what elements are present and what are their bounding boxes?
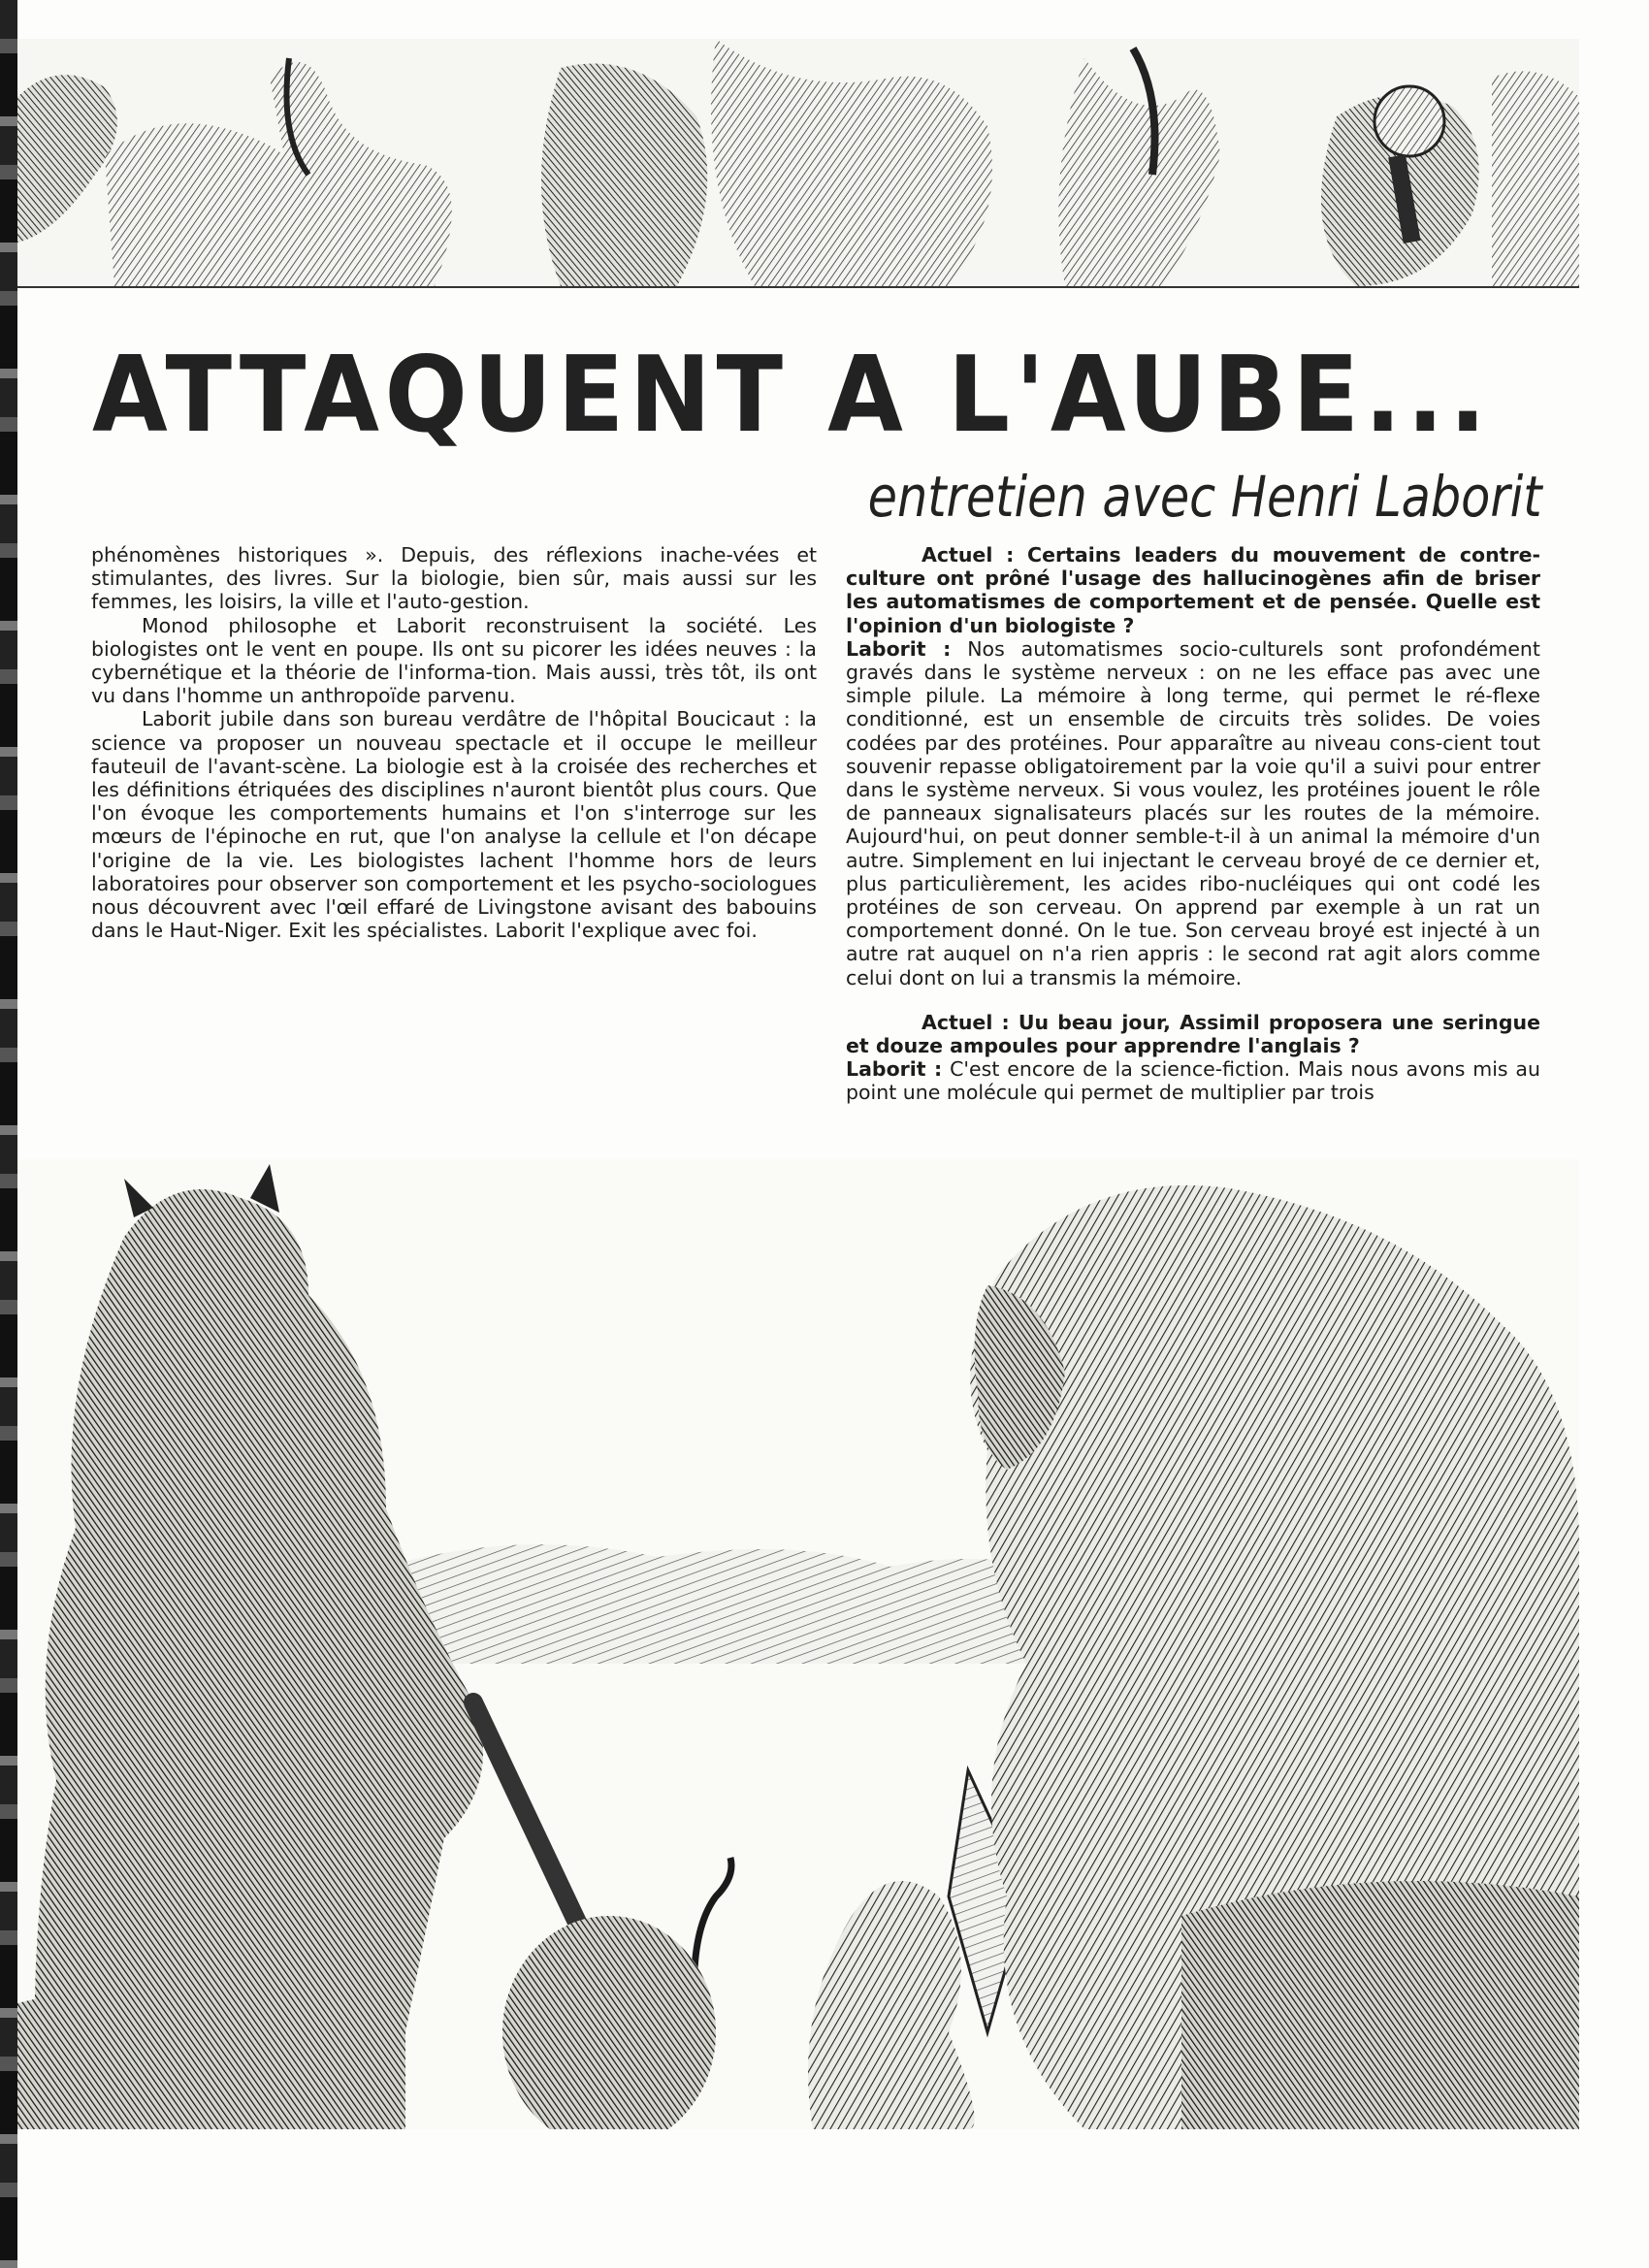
left-paragraph-3: Laborit jubile dans son bureau verdâtre de l'hôpital Boucicaut : la science va proposer un nouveau spectacle et il occupe le meilleur fauteuil de l'avant-scène. La biologie est à la croisée des recherches et les définitions étriquées des disciplines n'auront bientôt plus cours. Que l'on évoque les comportements humains et l'on s'interroge sur les mœurs de l'épinoche en rut, que l'on analyse la cellule et l'on décape l'origine de la vie. Les biologistes lachent l'homme hors de leurs laboratoires pour observer son comportement et les psycho-sociologues nous découvrent avec l'œil effaré de Livingstone avisant des babouins dans le Haut-Niger. Exit les spécialistes. Laborit l'explique avec foi.	[91, 707, 817, 943]
question-2: Actuel : Uu beau jour, Assimil proposera une seringue et douze ampoules pour apprendre l'anglais ?	[846, 1010, 1540, 1058]
right-text-column	[846, 543, 1540, 1105]
scan-edge-shadow	[0, 0, 17, 2268]
article-headline: ATTAQUENT A L'AUBE...	[92, 335, 1492, 456]
left-paragraph-1: phénomènes historiques ». Depuis, des réflexions inache-vées et stimulantes, des livres. Sur la biologie, bien sûr, mais aussi sur les femmes, les loisirs, la ville et l'auto-gestion.	[91, 543, 817, 614]
top-engraving-illustration	[17, 39, 1579, 288]
answer-1-speaker: Laborit :	[846, 636, 952, 661]
left-text-column	[91, 543, 817, 942]
bottom-engraving-illustration	[17, 1159, 1579, 2129]
answer-2-text: C'est encore de la science-fiction. Mais nous avons mis au point une molécule qui permet de multiplier par trois	[846, 1057, 1540, 1105]
answer-1	[846, 637, 1540, 989]
left-paragraph-2: Monod philosophe et Laborit reconstruisent la société. Les biologistes ont le vent en poupe. Ils ont su picorer les idées neuves : la cybernétique et la théorie de l'informa-tion. Mais aussi, très tôt, ils ont vu dans l'homme un anthropoïde parvenu.	[91, 613, 817, 708]
article-subtitle: entretien avec Henri Laborit	[868, 464, 1542, 530]
answer-2	[846, 1057, 1540, 1104]
answer-2-speaker: Laborit :	[846, 1057, 943, 1082]
answer-1-text: Nos automatismes socio-culturels sont profondément gravés dans le système nerveux : on ne les efface pas avec une simple pilule. La mémoire à long terme, qui permet le ré-flexe conditionné, est un ensemble de circuits très solides. De voies codées par des protéines. Pour apparaître au niveau cons-cient tout souvenir repasse obligatoirement par la voie qu'il a suivi pour entrer dans le système nerveux. Si vous voulez, les protéines jouent le rôle de panneaux signalisateurs placés sur les routes de la mémoire. Aujourd'hui, on peut donner semble-t-il à un animal la mémoire d'un autre. Simplement en lui injectant le cerveau broyé de ce dernier et, plus particulièrement, les acides ribo-nucléiques qui ont codé les protéines de son cerveau. On apprend par exemple à un rat un comportement donné. On le tue. Son cerveau broyé est injecté à un autre rat auquel on n'a rien appris : le second rat agit alors comme celui dont on lui a transmis la mémoire.	[846, 636, 1540, 989]
question-1: Actuel : Certains leaders du mouvement de contre-culture ont prôné l'usage des hallucinogènes afin de briser les automatismes de comportement et de pensée. Quelle est l'opinion d'un biologiste ?	[846, 543, 1540, 637]
